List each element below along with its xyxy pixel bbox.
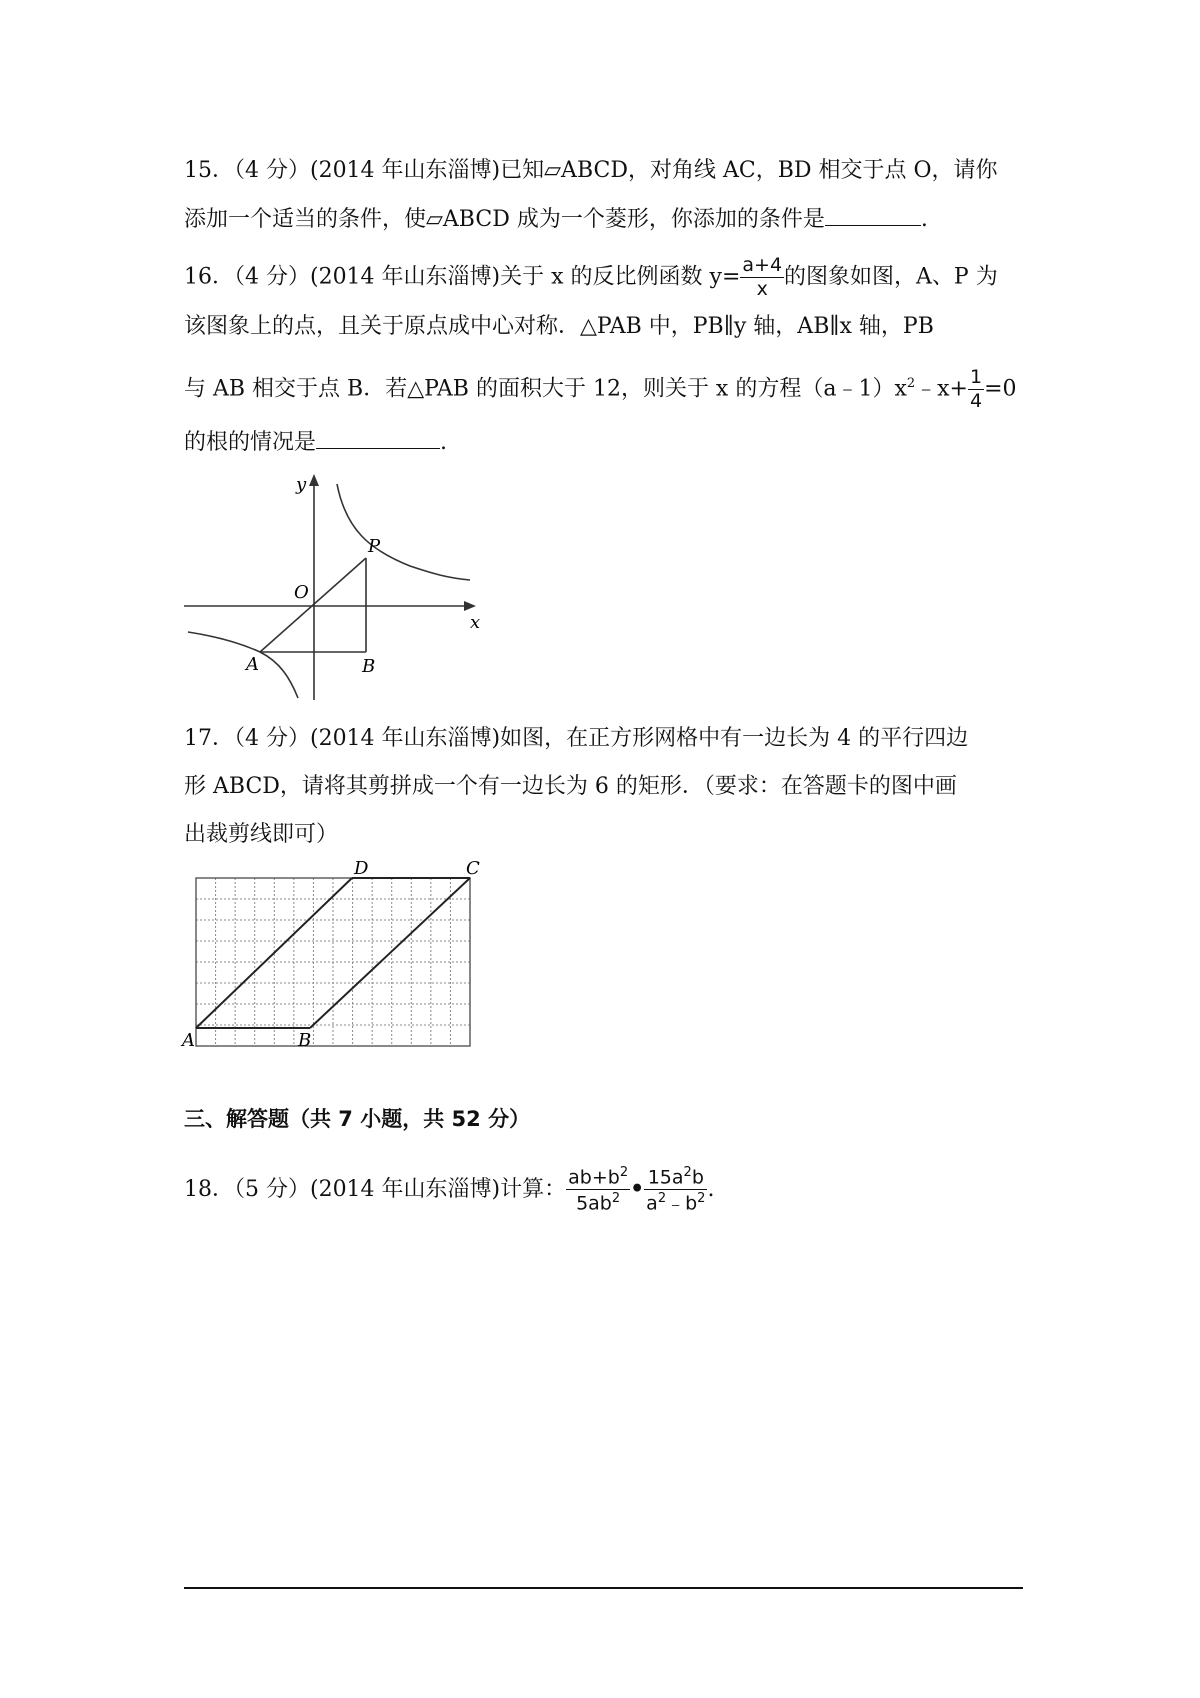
q16-line3 — [184, 368, 1017, 411]
q16-line3-sup: 2 — [906, 376, 916, 392]
q18-fraction1 — [566, 1166, 630, 1214]
footer-rule — [184, 1587, 1023, 1589]
q17-line3: 出裁剪线即可） — [184, 822, 339, 847]
q16-line1-pre: 16．（4 分）(2014 年山东淄博)关于 x 的反比例函数 y= — [184, 264, 741, 290]
q16-line3-mid: ﹣x+ — [915, 376, 968, 402]
q18-f1-num-text: ab+b — [568, 1166, 620, 1189]
q18-f2-den-mid: ﹣b — [666, 1192, 698, 1215]
label-p: P — [368, 536, 381, 557]
q16-line1 — [184, 256, 998, 299]
q15-end: . — [920, 207, 928, 232]
x-axis-arrow-icon — [464, 601, 476, 611]
q18-f1-den-sup: 2 — [611, 1191, 621, 1207]
q18-end: . — [707, 1176, 715, 1202]
q17-square-grid — [180, 860, 490, 1060]
q15-line1: 15．（4 分）(2014 年山东淄博)已知▱ABCD，对角线 AC，BD 相交于点 O，请你 — [184, 158, 998, 183]
gridlines — [196, 878, 470, 1046]
q18-f1-num-sup: 2 — [619, 1165, 629, 1180]
label-b: B — [298, 1030, 312, 1051]
q18-fraction2-den — [644, 1190, 707, 1213]
q16-line1-post: 的图象如图，A、P 为 — [784, 264, 998, 290]
label-a: A — [182, 1030, 195, 1051]
q17-line2: 形 ABCD，请将其剪拼成一个有一边长为 6 的矩形．（要求：在答题卡的图中画 — [184, 774, 957, 799]
q16-fraction-den: x — [756, 278, 768, 300]
q18-f2-num-tail: b — [691, 1166, 704, 1189]
label-b: B — [362, 656, 376, 677]
q16-fraction2-num: 1 — [969, 366, 983, 388]
q16-fraction — [740, 256, 784, 299]
q17-line1: 17．（4 分）(2014 年山东淄博)如图，在正方形网格中有一边长为 4 的平行四边 — [184, 726, 969, 751]
q16-line4 — [184, 426, 447, 458]
label-o: O — [294, 582, 309, 603]
q16-fraction2 — [968, 368, 984, 411]
q18-pre: 18．（5 分）(2014 年山东淄博)计算： — [184, 1176, 567, 1202]
segment-bc — [310, 878, 470, 1028]
y-axis-arrow-icon — [309, 474, 319, 486]
q18-f2-den-b-sup: 2 — [697, 1191, 706, 1207]
q18-fraction2-num — [644, 1166, 707, 1190]
hyperbola-branch-lower — [188, 632, 298, 698]
q18-fraction1-den — [566, 1190, 630, 1213]
q16-line3-post: =0 — [984, 376, 1017, 402]
segment-ap — [260, 558, 366, 652]
q16-line3-pre: 与 AB 相交于点 B．若△PAB 的面积大于 12，则关于 x 的方程（a﹣1）x — [184, 376, 907, 402]
label-x: x — [470, 612, 481, 633]
q18-fraction2 — [644, 1166, 707, 1214]
q16-answer-blank — [316, 426, 440, 449]
q15-line2 — [184, 203, 928, 235]
q15-answer-blank — [825, 203, 921, 226]
q16-hyperbola-graph — [180, 470, 490, 710]
q16-line4-text: 的根的情况是 — [184, 430, 317, 455]
q16-line2: 该图象上的点，且关于原点成中心对称．△PAB 中，PB∥y 轴，AB∥x 轴，PB — [184, 314, 934, 339]
section-heading: 三、解答题（共 7 小题，共 52 分） — [184, 1107, 531, 1131]
segment-ad — [196, 878, 352, 1028]
q16-fraction2-den: 4 — [969, 390, 983, 412]
q16-end: . — [440, 430, 448, 455]
q18-line — [184, 1166, 714, 1214]
q18-dot: • — [630, 1175, 645, 1202]
q18-f2-den-a-sup: 2 — [657, 1191, 667, 1207]
q18-fraction1-num — [566, 1166, 630, 1190]
q18-f2-den-a: a — [646, 1192, 658, 1215]
label-y: y — [296, 474, 307, 495]
q15-line2-text: 添加一个适当的条件，使▱ABCD 成为一个菱形，你添加的条件是 — [184, 207, 825, 232]
q16-fraction-num: a+4 — [742, 254, 783, 276]
q18-f2-num-text: 15a — [647, 1166, 684, 1189]
label-a: A — [246, 654, 259, 675]
label-c: C — [466, 860, 480, 879]
q18-f2-num-sup: 2 — [683, 1165, 692, 1180]
q18-f1-den-text: 5ab — [576, 1192, 612, 1215]
label-d: D — [354, 860, 369, 879]
